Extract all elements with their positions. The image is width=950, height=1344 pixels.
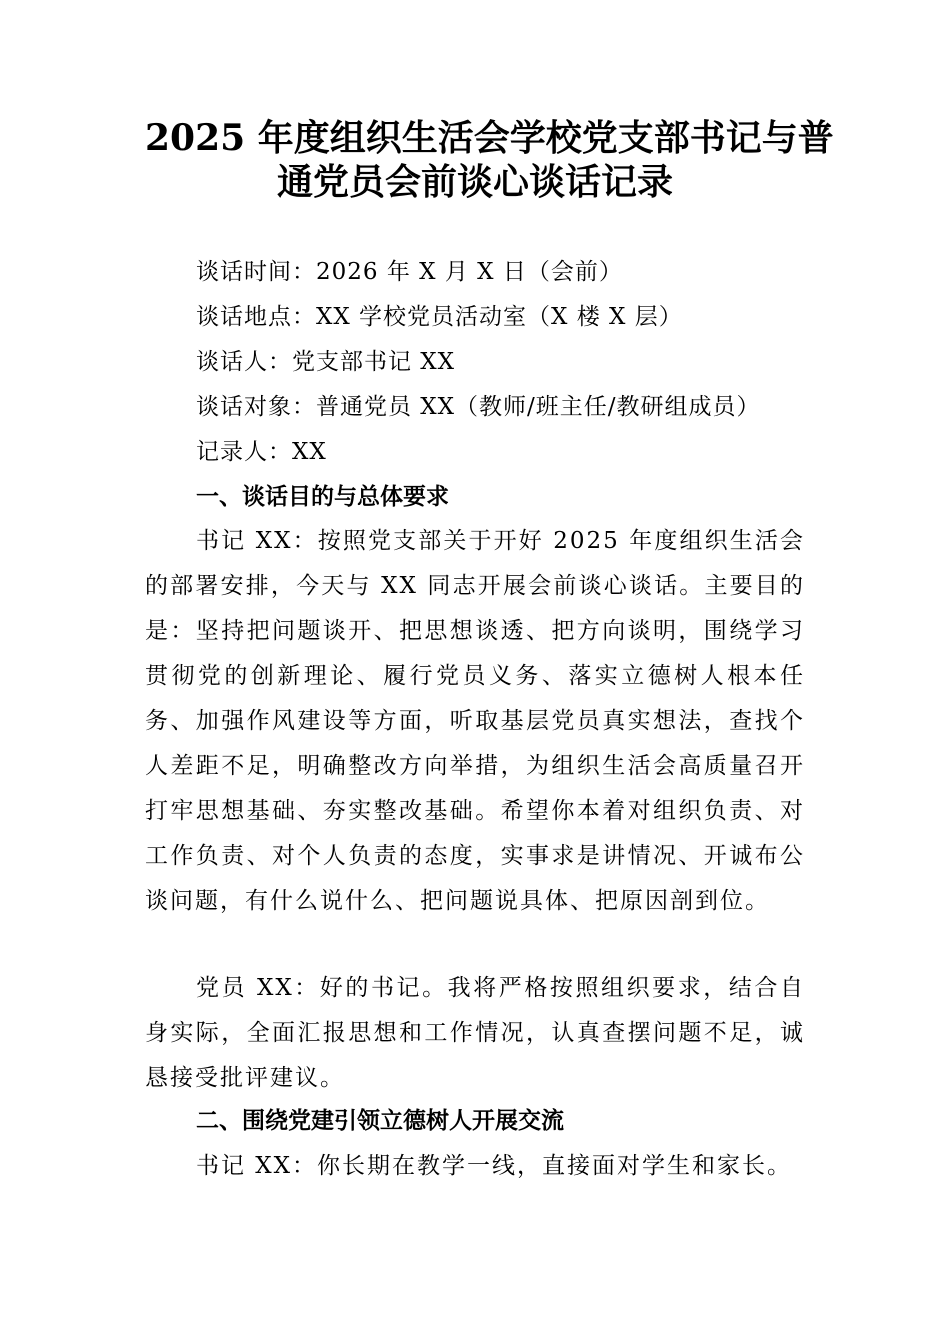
meta-talker: 谈话人：党支部书记 XX (196, 349, 456, 375)
document-title-line-2: 通党员会前谈心谈话记录 (276, 161, 673, 203)
meta-time: 谈话时间：2026 年 X 月 X 日（会前） (196, 259, 623, 285)
meta-target: 谈话对象：普通党员 XX（教师/班主任/教研组成员） (196, 394, 761, 420)
section-1-paragraph: 党员 XX：好的书记。我将严格按照组织要求，结合自身实际，全面汇报思想和工作情况，认真查摆问题不足，诚恳接受批评建议。 (145, 975, 805, 1091)
document-title-line-1: 2025 年度组织生活会学校党支部书记与普 (145, 117, 834, 159)
section-2-paragraph: 书记 XX：你长期在教学一线，直接面对学生和家长。 (196, 1153, 793, 1179)
meta-place: 谈话地点：XX 学校党员活动室（X 楼 X 层） (196, 304, 683, 330)
section-1-heading: 一、谈话目的与总体要求 (196, 484, 449, 510)
meta-recorder: 记录人：XX (196, 439, 327, 465)
section-2-heading: 二、围绕党建引领立德树人开展交流 (196, 1108, 564, 1134)
section-1-paragraph: 书记 XX：按照党支部关于开好 2025 年度组织生活会的部署安排，今天与 XX 同志开展会前谈心谈话。主要目的是：坚持把问题谈开、把思想谈透、把方向谈明，围绕学习贯彻党的创新理论、履行党员义务、落实立德树人根本任务、加强作风建设等方面，听取基层党员真实想法，查找个人差距不足，明确整改方向举措，为组织生活会高质量召开打牢思想基础、夯实整改基础。希望你本着对组织负责、对工作负责、对个人负责的态度，实事求是讲情况、开诚布公谈问题，有什么说什么、把问题说具体、把原因剖到位。 (145, 528, 805, 914)
